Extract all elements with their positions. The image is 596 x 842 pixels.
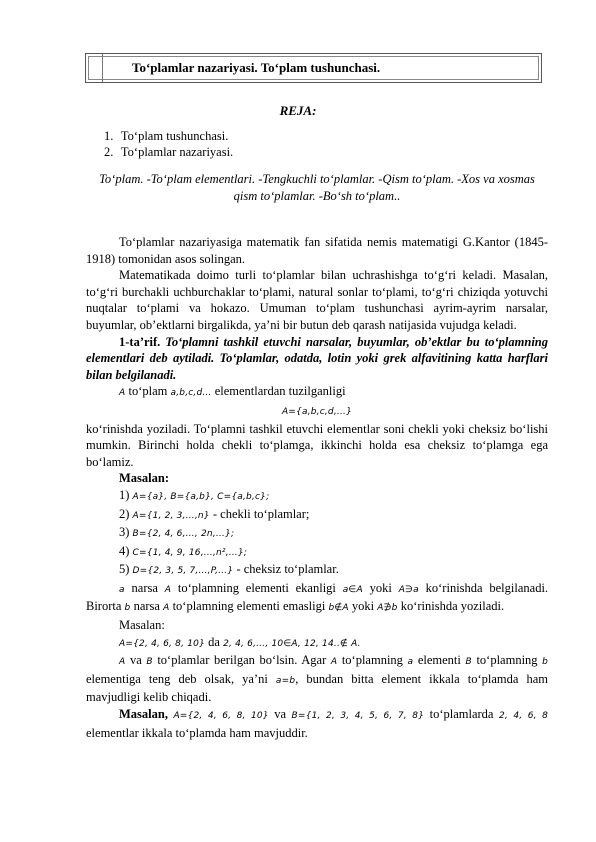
paragraph-membership xyxy=(86,580,548,617)
math-expression: A={a}, B={a,b}, C={a,b,c}; xyxy=(132,491,270,502)
math-expression: D={2, 3, 5, 7,…,P,…} xyxy=(132,566,234,577)
math-expression: 12, 14..∉ A. xyxy=(304,638,361,649)
text-span: , bundan bitta element ikkala to‘plamda ham mavjudligi kelib chiqadi. xyxy=(86,671,549,705)
example-label-2: Masalan: xyxy=(119,618,165,633)
paragraph-set-notation xyxy=(86,383,548,402)
example-number: 4) xyxy=(119,543,130,558)
page-title: To‘plamlar nazariyasi. To‘plam tushunchasi. xyxy=(132,60,381,75)
math-expression: a∈A xyxy=(342,584,363,595)
text-span: to‘plam xyxy=(128,384,168,399)
example-number: 2) xyxy=(119,506,130,521)
text-span: - chekli to‘plamlar; xyxy=(212,506,310,521)
plan-item xyxy=(104,144,233,160)
paragraph-finite-infinite: ko‘rinishda yoziladi. To‘plamni tashkil etuvchi elementlar soni chekli yoki cheksiz bo‘lishi mumkin. Birinchi holda chekli to‘plamga, ikkinchi holda esa cheksiz to‘plamga ega bo‘lamiz. xyxy=(86,421,548,469)
text-span: yoki xyxy=(351,599,375,614)
plan-item-number: 1. xyxy=(104,129,114,143)
example-4 xyxy=(86,543,548,562)
text-span: va xyxy=(274,707,287,722)
formula-set-A xyxy=(86,402,548,421)
text-span: da xyxy=(208,634,220,649)
math-symbol: b xyxy=(124,603,131,614)
text-span: to‘plamlarda xyxy=(429,707,494,722)
math-expression: C={1, 4, 9, 16,…,n²,…}; xyxy=(132,547,248,558)
math-expression: A={2, 4, 6, 8, 10} xyxy=(119,638,205,649)
plan-item xyxy=(104,128,233,144)
text-span: to‘plamning elementi emasligi xyxy=(172,599,326,614)
title-box-divider xyxy=(102,54,103,82)
math-expression: a=b xyxy=(275,675,296,686)
body-text xyxy=(86,234,548,741)
example-label: Masalan, xyxy=(119,707,168,722)
examples-label: Masalan: xyxy=(119,471,169,486)
plan-heading: REJA: xyxy=(279,103,317,118)
definition-text: To‘plamni tashkil etuvchi narsalar, buyumlar, ob’ektlar bu to‘plamning elementlari deb aytiladi. To‘plamlar, odatda, lotin yoki grek alfavitining katta harflari bilan belgilanadi. xyxy=(86,334,548,382)
math-symbol: A xyxy=(330,657,338,668)
math-expression: A={1, 2, 3,…,n} xyxy=(132,510,210,521)
text-span: to‘plamning xyxy=(476,653,538,668)
example-number: 3) xyxy=(119,525,130,540)
text-span: ko‘rinishda belgilanadi. Birorta xyxy=(86,580,549,614)
text-span: yoki xyxy=(369,580,392,595)
example-number: 5) xyxy=(119,562,130,577)
text-span: elementlardan tuzilganligi xyxy=(214,384,346,399)
math-expression: b∉A xyxy=(328,603,349,614)
text-span: narsa xyxy=(133,599,160,614)
math-symbol: B xyxy=(465,657,472,668)
example-number: 1) xyxy=(119,487,130,502)
definition-paragraph xyxy=(86,334,548,384)
example-2 xyxy=(86,506,548,525)
text-span: elementiga teng deb olsak, ya’ni xyxy=(86,671,268,686)
math-symbol: A xyxy=(164,584,172,595)
plan-item-text: To‘plamlar nazariyasi. xyxy=(120,145,234,159)
math-expression: 2, 4, 6, 8 xyxy=(498,711,549,722)
plan-item-text: To‘plam tushunchasi. xyxy=(120,129,229,143)
text-span: to‘plamning xyxy=(341,653,403,668)
definition-label: 1-ta’rif. xyxy=(119,334,161,349)
paragraph-common-elements xyxy=(86,652,548,706)
math-symbol: A xyxy=(119,388,126,399)
plan-item-number: 2. xyxy=(104,145,114,159)
text-span: to‘plamning elementi ekanligi xyxy=(177,580,336,595)
math-symbol: A xyxy=(163,603,170,614)
math-symbol: b xyxy=(542,657,549,668)
keywords: To‘plam. -To‘plam elementlari. -Tengkuchli to‘plamlar. -Qism to‘plam. -Xos va xosmas qism to‘plamlar. -Bo‘sh to‘plam.. xyxy=(99,172,535,203)
math-expression: B={2, 4, 6,…, 2n,…}; xyxy=(132,529,235,540)
math-expression: 2, 4, 6,…, 10∈A, xyxy=(223,638,301,649)
example-6 xyxy=(86,634,548,653)
math-expression: A∋a xyxy=(398,584,419,595)
example-5 xyxy=(86,561,548,580)
example-3 xyxy=(86,524,548,543)
text-span: to‘plamlar berilgan bo‘lsin. Agar xyxy=(157,653,327,668)
paragraph-intro: To‘plamlar nazariyasiga matematik fan sifatida nemis matematigi G.Kantor (1845-1918) tomonidan asos solingan. xyxy=(86,235,548,266)
text-span: va xyxy=(129,653,142,668)
math-symbol: B xyxy=(146,657,153,668)
math-expression: A={2, 4, 6, 8, 10} xyxy=(173,711,269,722)
text-span: - cheksiz to‘plamlar. xyxy=(236,562,339,577)
text-span: narsa xyxy=(131,580,158,595)
math-expression: B={1, 2, 3, 4, 5, 6, 7, 8} xyxy=(291,711,425,722)
paragraph-examples-of-sets: Matematikada doimo turli to‘plamlar bilan uchrashishga to‘g‘ri keladi. Masalan, to‘g‘ri burchakli uchburchaklar to‘plami, natural sonlar to‘plami, to‘g‘ri chiziqda yotuvchi nuqtalar to‘plami va hokazo. Umuman to‘plam tushunchasi ayrim-ayrim narsalar, buyumlar, ob’ektlarni birgalikda, ya’ni bir butun deb qarash natijasida vujudga keladi. xyxy=(86,268,548,332)
math-symbol: A xyxy=(119,657,126,668)
example-1 xyxy=(86,487,548,506)
text-span: elementi xyxy=(417,653,461,668)
text-span: elementlar ikkala to‘plamda ham mavjuddir. xyxy=(86,725,308,740)
math-expression: A∌b xyxy=(377,603,398,614)
math-symbol: a xyxy=(119,584,125,595)
paragraph-example-common xyxy=(86,706,548,741)
title-box xyxy=(85,53,542,83)
math-expression: A={a,b,c,d,…} xyxy=(281,406,353,417)
plan-list xyxy=(104,128,233,160)
text-span: ko‘rinishda yoziladi. xyxy=(400,599,505,614)
math-expression: a,b,c,d… xyxy=(170,388,212,399)
math-symbol: a xyxy=(407,657,414,668)
